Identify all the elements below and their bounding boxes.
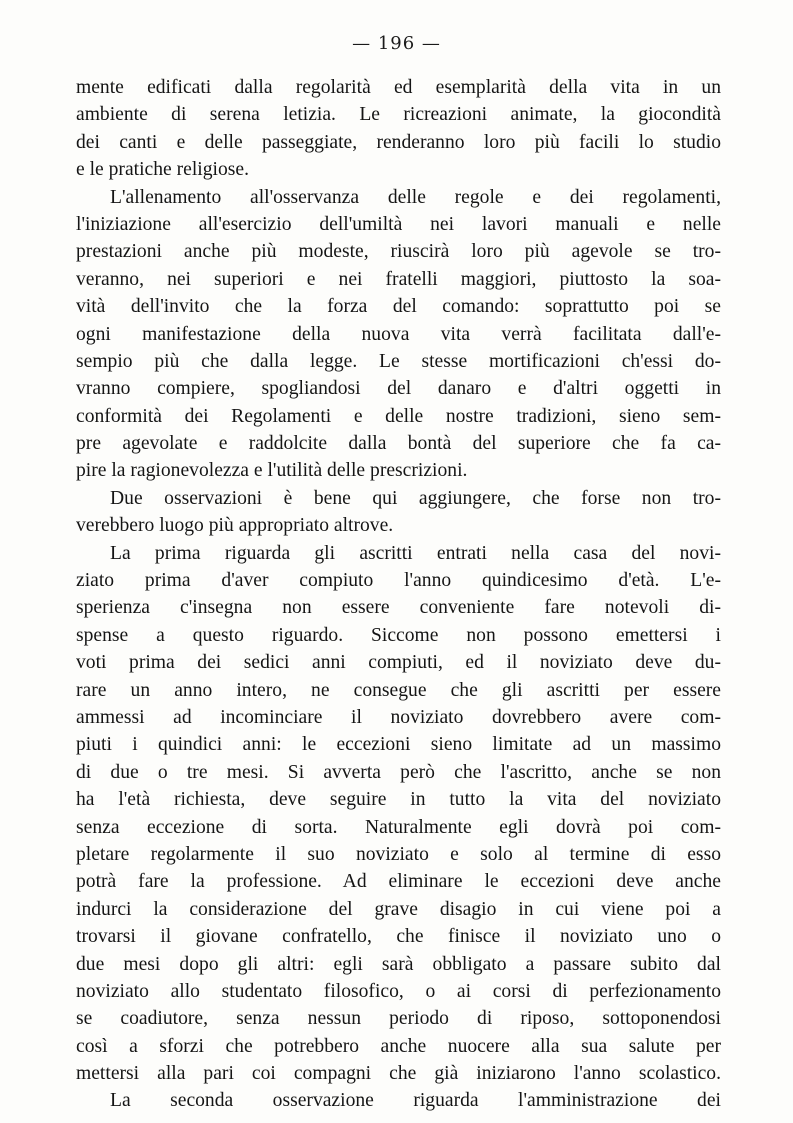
text-line: così a sforzi che potrebbero anche nuocere alla sua salute per bbox=[76, 1035, 721, 1057]
text-line: piuti i quindici anni: le eccezioni sieno limitate ad un massimo bbox=[76, 734, 721, 756]
text-line: voti prima dei sedici anni compiuti, ed il noviziato deve du- bbox=[76, 652, 721, 674]
text-line: mettersi alla pari coi compagni che già iniziarono l'anno scolastico. bbox=[76, 1063, 721, 1085]
text-line: pire la ragionevolezza e l'utilità delle prescrizioni. bbox=[76, 460, 468, 482]
body-text bbox=[76, 74, 721, 1115]
text-line: vranno compiere, spogliandosi del danaro e d'altri oggetti in bbox=[76, 378, 721, 400]
text-line: sperienza c'insegna non essere conveniente fare notevoli di- bbox=[76, 597, 721, 619]
text-line: sempio più che dalla legge. Le stesse mortificazioni ch'essi do- bbox=[76, 350, 721, 372]
text-line: verebbero luogo più appropriato altrove. bbox=[76, 515, 394, 537]
text-line: trovarsi il giovane confratello, che finisce il noviziato uno o bbox=[76, 926, 721, 948]
text-line: dei canti e delle passeggiate, renderanno loro più facili lo studio bbox=[76, 131, 721, 153]
text-line: e le pratiche religiose. bbox=[76, 159, 249, 181]
text-line: pre agevolate e raddolcite dalla bontà del superiore che fa ca- bbox=[76, 433, 721, 455]
text-line: se coadiutore, senza nessun periodo di riposo, sottoponendosi bbox=[76, 1008, 721, 1030]
text-line: mente edificati dalla regolarità ed esemplarità della vita in un bbox=[76, 77, 721, 98]
text-line: noviziato allo studentato filosofico, o ai corsi di perfezionamento bbox=[76, 980, 721, 1002]
text-line: prestazioni anche più modeste, riuscirà loro più agevole se tro- bbox=[76, 241, 721, 263]
text-line: indurci la considerazione del grave disagio in cui viene poi a bbox=[76, 898, 721, 920]
page-number: — 196 — bbox=[352, 33, 441, 54]
text-line: ammessi ad incominciare il noviziato dovrebbero avere com- bbox=[76, 706, 721, 728]
text-line: ogni manifestazione della nuova vita verrà facilitata dall'e- bbox=[76, 323, 721, 345]
text-line: di due o tre mesi. Si avverta però che l'ascritto, anche se non bbox=[76, 761, 721, 783]
text-line: ziato prima d'aver compiuto l'anno quindicesimo d'età. L'e- bbox=[76, 570, 721, 592]
text-line: spense a questo riguardo. Siccome non possono emettersi i bbox=[76, 624, 721, 646]
text-line: vità dell'invito che la forza del comando: soprattutto poi se bbox=[76, 296, 721, 318]
text-line: conformità dei Regolamenti e delle nostre tradizioni, sieno sem- bbox=[76, 405, 721, 427]
text-line: veranno, nei superiori e nei fratelli maggiori, piuttosto la soa- bbox=[76, 268, 721, 290]
text-line: senza eccezione di sorta. Naturalmente egli dovrà poi com- bbox=[76, 816, 721, 838]
text-line: ambiente di serena letizia. Le ricreazioni animate, la giocondità bbox=[76, 104, 721, 126]
text-line: Due osservazioni è bene qui aggiungere, che forse non tro- bbox=[110, 487, 721, 509]
text-line: L'allenamento all'osservanza delle regole e dei regolamenti, bbox=[110, 186, 721, 208]
text-line: potrà fare la professione. Ad eliminare le eccezioni deve anche bbox=[76, 871, 721, 893]
text-line: pletare regolarmente il suo noviziato e solo al termine di esso bbox=[76, 843, 721, 865]
text-line: La prima riguarda gli ascritti entrati nella casa del novi- bbox=[110, 542, 721, 564]
text-line: La seconda osservazione riguarda l'amministrazione dei bbox=[110, 1090, 721, 1112]
text-line: due mesi dopo gli altri: egli sarà obbligato a passare subito dal bbox=[76, 953, 721, 975]
text-line: l'iniziazione all'esercizio dell'umiltà nei lavori manuali e nelle bbox=[76, 213, 721, 235]
text-line: rare un anno intero, ne consegue che gli ascritti per essere bbox=[76, 679, 721, 701]
text-line: ha l'età richiesta, deve seguire in tutto la vita del noviziato bbox=[76, 789, 721, 811]
